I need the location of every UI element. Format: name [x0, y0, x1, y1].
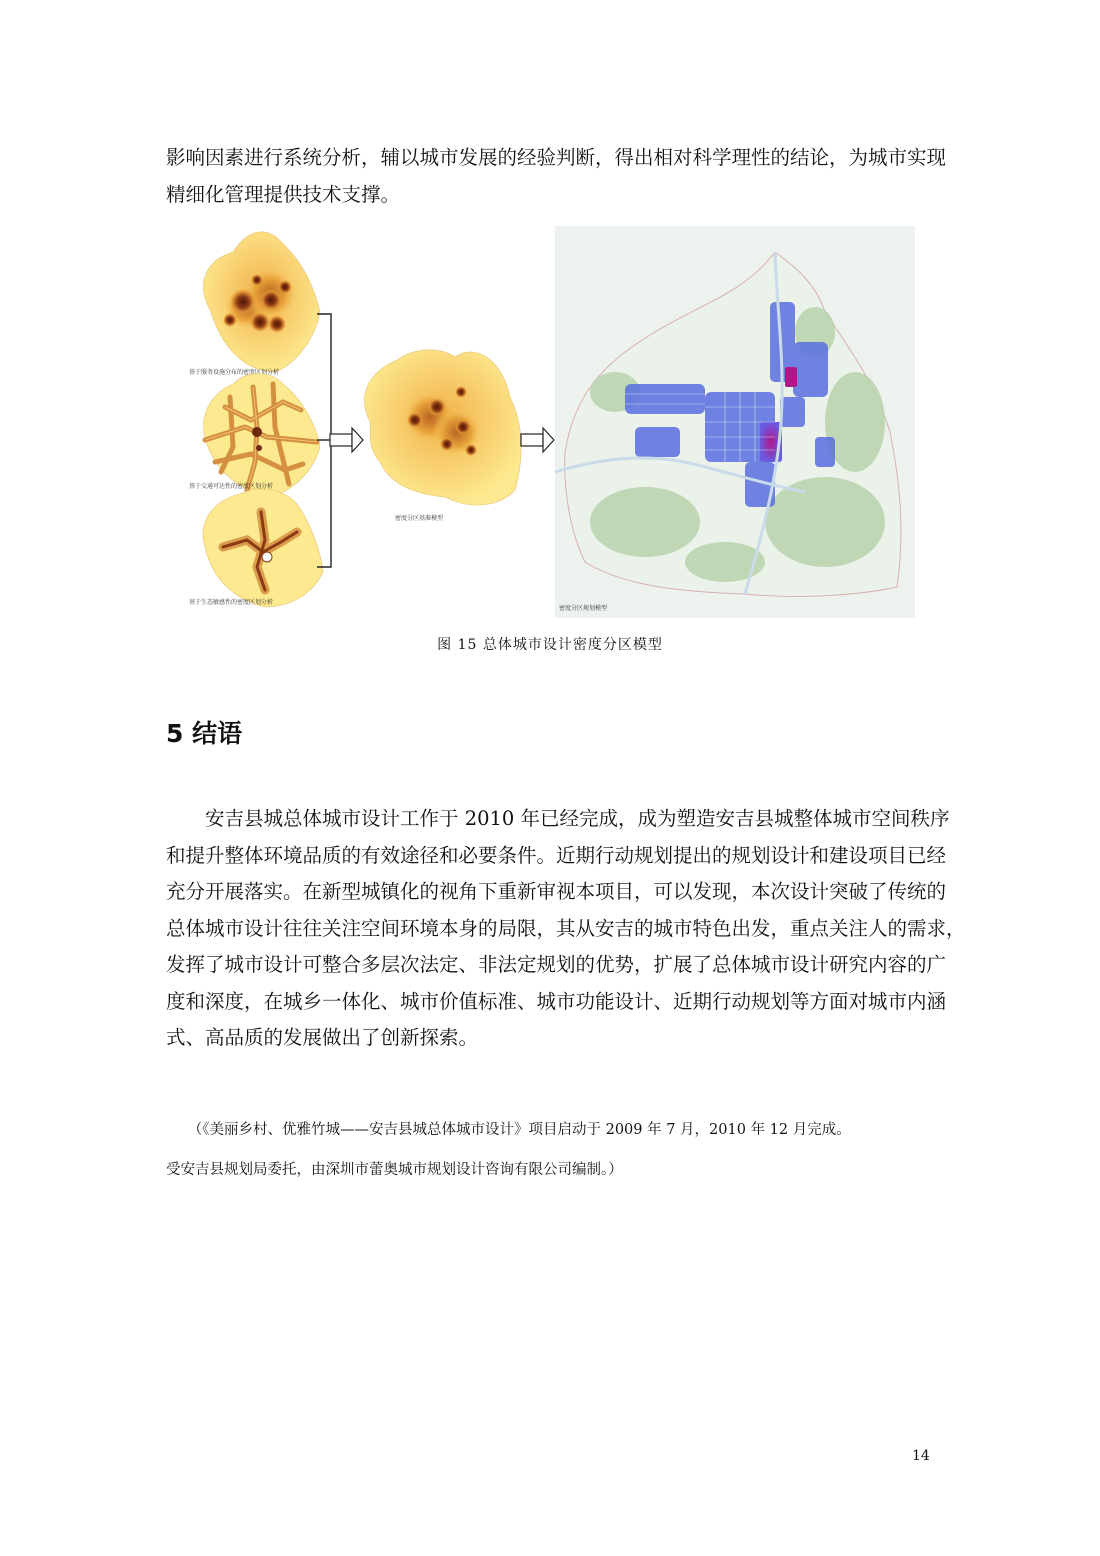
conclusion-paragraph	[166, 801, 966, 1057]
merge-bracket	[317, 314, 331, 567]
left-label-1: 基于服务设施分布的密度区划分析	[189, 369, 280, 376]
density-plan-map	[555, 226, 915, 618]
intro-line-1: 影响因素进行系统分析，辅以城市发展的经验判断，得出相对科学理性的结论，为城市实现	[166, 146, 947, 169]
conclusion-line-3: 充分开展落实。在新型城镇化的视角下重新审视本项目，可以发现，本次设计突破了传统的	[166, 880, 947, 903]
note-line-2: 受安吉县规划局委托，由深圳市蕾奥城市规划设计咨询有限公司编制。）	[166, 1162, 623, 1178]
service-facility-map	[203, 232, 320, 372]
accessibility-map	[204, 374, 320, 497]
project-note	[166, 1110, 938, 1190]
figure-caption: 图 15 总体城市设计密度分区模型	[437, 637, 663, 653]
page-number: 14	[912, 1448, 930, 1464]
conclusion-line-4: 总体城市设计往往关注空间环境本身的局限，其从安吉的城市特色出发，重点关注人的需求，	[166, 916, 966, 940]
arrow-2	[521, 428, 554, 452]
conclusion-line-2: 和提升整体环境品质的有效途径和必要条件。近期行动规划提出的规划设计和建设项目已经	[166, 843, 947, 867]
density-zoning-figure	[185, 222, 925, 622]
section-heading: 5 结语	[166, 719, 243, 748]
conclusion-line-6: 度和深度，在城乡一体化、城市价值标准、城市功能设计、近期行动规划等方面对城市内涵	[166, 989, 947, 1013]
left-label-2: 基于交通可达性的密度区划分析	[189, 483, 274, 490]
conclusion-line-5: 发挥了城市设计可整合多层次法定、非法定规划的优势，扩展了总体城市设计研究内容的广	[166, 953, 947, 976]
note-line-1: （《美丽乡村、优雅竹城——安吉县城总体城市设计》项目启动于 2009 年 7 月，2010 年 12 月完成。	[166, 1122, 851, 1138]
left-label-3: 基于生态敏感性的密度区划分析	[189, 599, 274, 606]
conclusion-line-1: 安吉县城总体城市设计工作于 2010 年已经完成，成为塑造安吉县城整体城市空间秩序	[166, 807, 950, 830]
intro-paragraph	[166, 140, 947, 213]
density-base-model-map	[365, 350, 522, 505]
plan-label: 密度分区规划模型	[559, 605, 608, 612]
ecological-map	[203, 489, 323, 607]
conclusion-line-7: 式、高品质的发展做出了创新探索。	[166, 1026, 479, 1049]
arrow-1	[330, 428, 363, 452]
model-label: 密度分区基准模型	[395, 515, 444, 522]
intro-line-2: 精细化管理提供技术支撑。	[166, 182, 401, 206]
